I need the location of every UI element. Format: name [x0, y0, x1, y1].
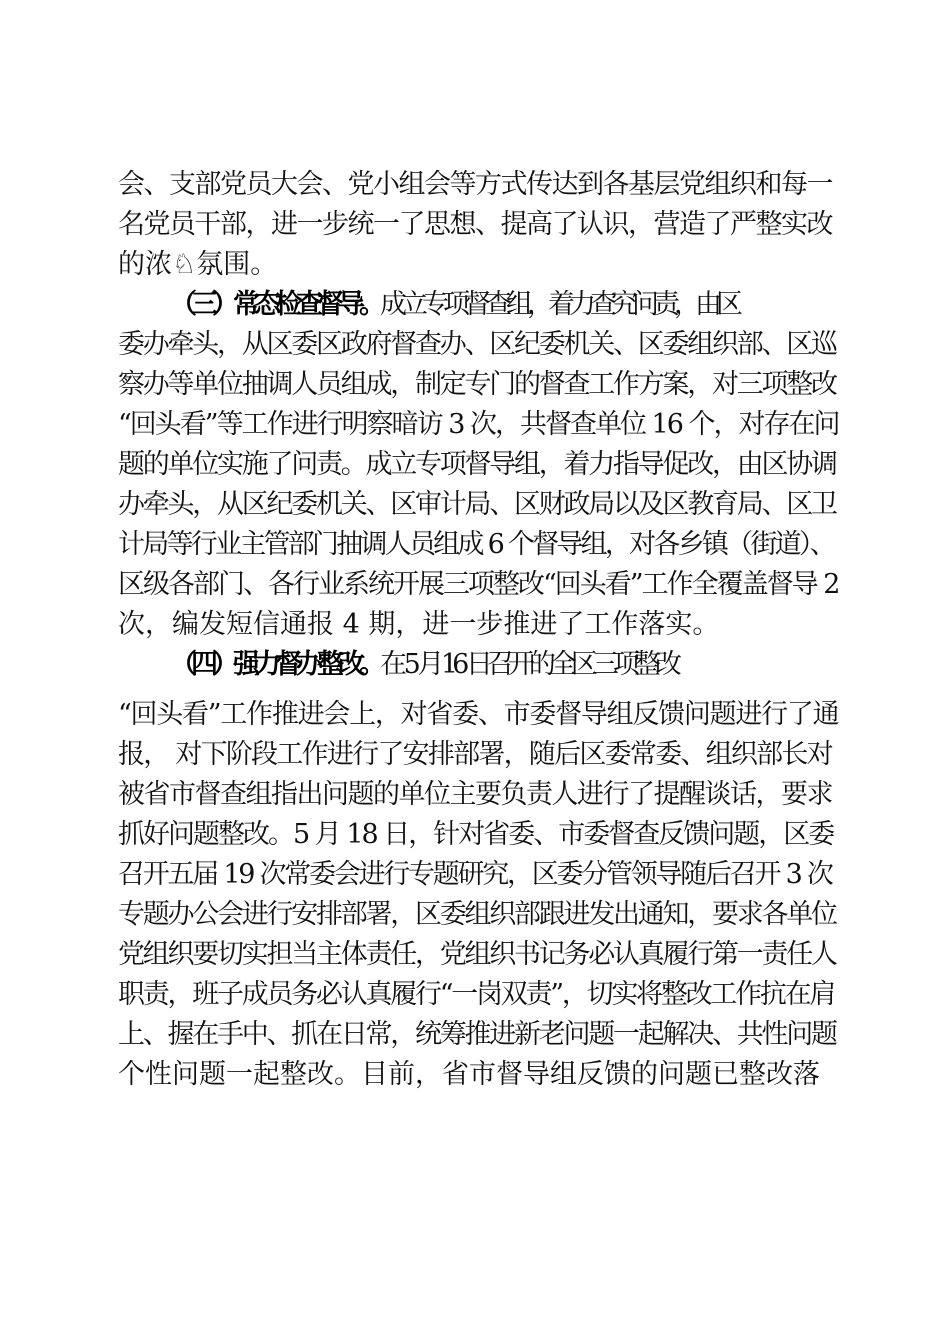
section-4-first-line — [170, 646, 890, 684]
paragraph-line: 办牵头，从区纪委机关、区审计局、区财政局以及区教育局、区卫 — [118, 489, 836, 520]
paragraph-line: 上、握在手中、抓在日常，统筹推进新老问题一起解决、共性问题 — [118, 1019, 836, 1050]
paragraph-line: 专题办公会进行安排部署，区委组织部跟进发出通知，要求各单位 — [118, 899, 836, 930]
paragraph-line: 会、支部党员大会、党小组会等方式传达到各基层党组织和每一 — [118, 169, 832, 200]
paragraph-line: 题的单位实施了问责。成立专项督导组，着力指导促改，由区协调 — [118, 449, 836, 480]
paragraph-text: 在 5 月 16 日召开的全区三项整改 — [380, 649, 676, 680]
section-4-heading: （四）强力督办整改。 — [170, 649, 380, 680]
section-3-first-line — [170, 286, 890, 324]
paragraph-line: 报， 对下阶段工作进行了安排部署，随后区委常委、组织部长对 — [118, 739, 832, 770]
paragraph-line: 区级各部门、各行业系统开展三项整改“回头看”工作全覆盖督导 2 — [118, 569, 839, 600]
paragraph-line: 察办等单位抽调人员组成，制定专门的督查工作方案，对三项整改 — [118, 369, 836, 400]
paragraph-line: “回头看”工作推进会上，对省委、市委督导组反馈问题进行了通 — [118, 699, 839, 730]
paragraph-line: 被省市督查组指出问题的单位主要负责人进行了提醒谈话，要求 — [118, 779, 832, 810]
paragraph-line: 职责，班子成员务必认真履行“一岗双责”，切实将整改工作抗在肩 — [118, 979, 835, 1010]
paragraph-line: 个性问题一起整改。目前，省市督导组反馈的问题已整改落 — [118, 1059, 820, 1090]
paragraph-line: 的浓♘氛围。 — [118, 249, 278, 280]
paragraph-text: 成立专项督查组，着力查究问责，由区 — [380, 289, 737, 320]
paragraph-line: 委办牵头，从区委区政府督查办、区纪委机关、区委组织部、区巡 — [118, 329, 836, 360]
paragraph-line: 计局等行业主管部门抽调人员组成 6 个督导组，对各乡镇（街道）、 — [118, 529, 834, 560]
paragraph-line: 次，编发短信通报 4 期，进一步推进了工作落实。 — [118, 609, 720, 640]
section-3-heading: （三）常态检查督导。 — [170, 289, 380, 320]
paragraph-line: 召开五届 19 次常委会进行专题研究，区委分管领导随后召开 3 次 — [118, 859, 832, 890]
paragraph-line: “回头看”等工作进行明察暗访 3 次，共督查单位 16 个，对存在问 — [118, 409, 839, 440]
paragraph-line: 党组织要切实担当主体责任，党组织书记务必认真履行第一责任人 — [118, 939, 836, 970]
paragraph-line: 名党员干部，进一步统一了思想、提高了认识，营造了严整实改 — [118, 209, 832, 240]
paragraph-line: 抓好问题整改。5 月 18 日，针对省委、市委督查反馈问题，区委 — [118, 819, 834, 850]
